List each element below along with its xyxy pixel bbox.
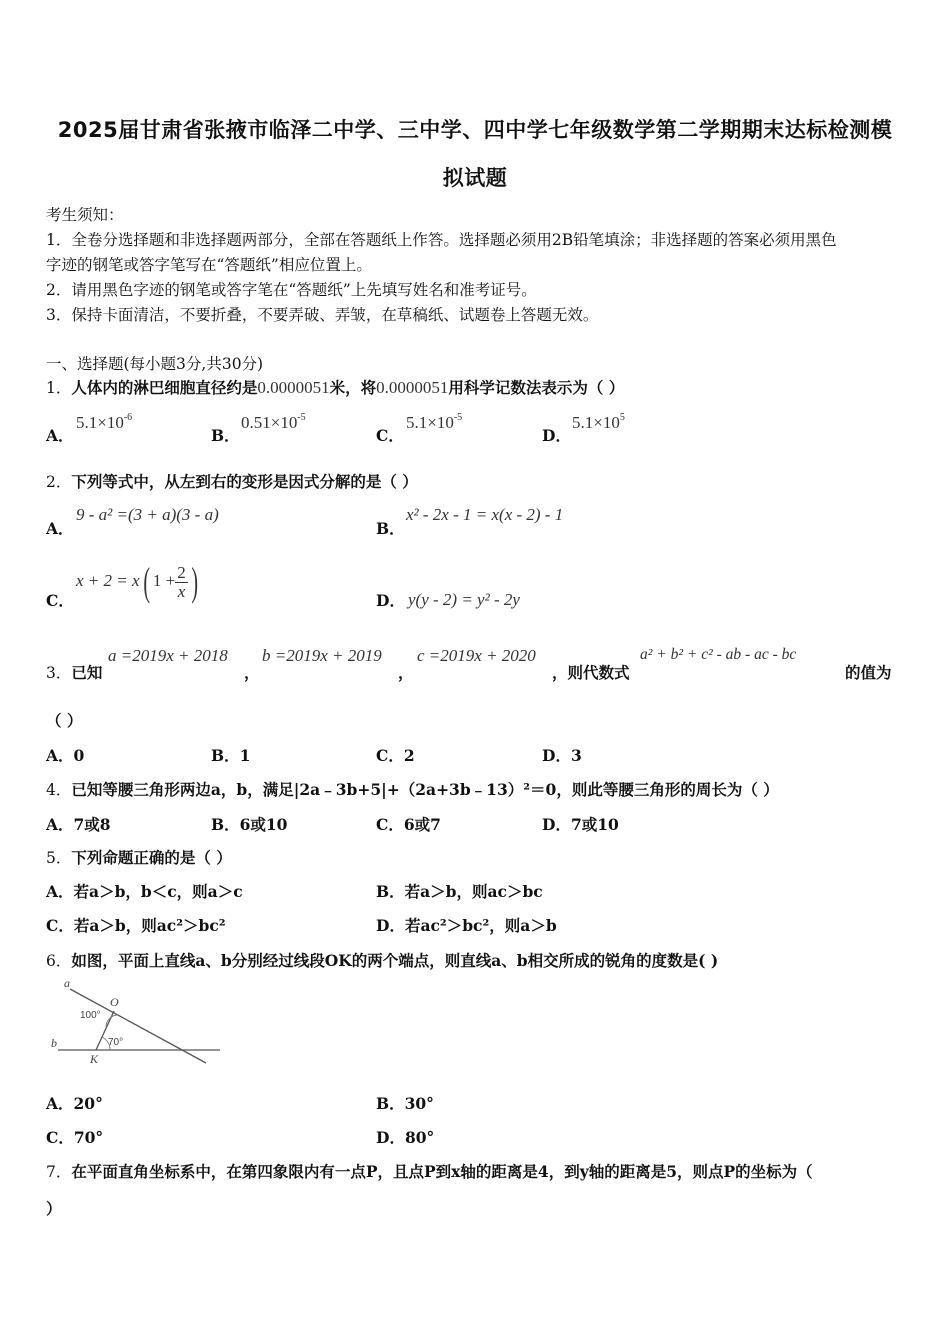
q3-text-c: 的值为 xyxy=(845,663,892,682)
q3-paren: （ ） xyxy=(46,711,83,730)
q5-option-c: C．若a＞b，则ac²＞bc² xyxy=(46,916,226,935)
q6-number: 6． xyxy=(46,952,72,970)
question-4 xyxy=(46,778,779,800)
question-7 xyxy=(46,1160,813,1182)
q7-text: 在平面直角坐标系中，在第四象限内有一点P，且点P到x轴的距离是4，到y轴的距离是5，则点P的坐标为（ xyxy=(71,1162,813,1181)
section-heading: 一、选择题(每小题3分,共30分) xyxy=(46,355,264,373)
notice-item-2: 2．请用黑色字迹的钢笔或答字笔在“答题纸”上先填写姓名和准考证号。 xyxy=(46,281,537,299)
q1-option-b-label: B． xyxy=(211,426,240,445)
q6-option-d: D．80° xyxy=(376,1128,435,1147)
q2-option-d: y(y - 2) = y² - 2y xyxy=(408,590,520,609)
q1-option-d: $5.1\times 10^5$ xyxy=(572,412,625,432)
label-a: a xyxy=(64,976,70,990)
question-5 xyxy=(46,846,232,868)
q1-option-b: $0.51\times 10^{-5}$ xyxy=(241,412,306,432)
angle-100-label: 100° xyxy=(80,1010,101,1021)
q6-text: 如图，平面上直线a、b分别经过线段OK的两个端点，则直线a、b相交所成的锐角的度数是( ) xyxy=(71,951,719,970)
q1-option-a-label: A． xyxy=(46,426,74,445)
q1-number: 1． xyxy=(46,379,72,397)
q5-text: 下列命题正确的是（ ） xyxy=(71,848,232,867)
q3-comma-2: ， xyxy=(398,663,414,682)
q1-text-c: 用科学记数法表示为（ ） xyxy=(448,378,625,397)
q3-eq-c: c =2019x + 2020 xyxy=(417,646,536,665)
q1-option-c: $5.1\times 10^{-5}$ xyxy=(406,412,463,432)
q6-figure xyxy=(46,975,226,1067)
q4-option-b: B．6或10 xyxy=(211,815,288,834)
q2-option-d-label: D． xyxy=(376,591,405,610)
q7-text-cont: ） xyxy=(46,1199,62,1218)
q2-option-b: x² - 2x - 1 = x(x - 2) - 1 xyxy=(406,505,564,524)
notice-item-3: 3．保持卡面清洁，不要折叠，不要弄破、弄皱，在草稿纸、试题卷上答题无效。 xyxy=(46,306,599,324)
q3-comma-1: ， xyxy=(244,663,260,682)
q2-option-c: x + 2 = x( 1 + $\frac{2}{x}$ ) xyxy=(76,559,198,604)
q3-eq-b: b =2019x + 2019 xyxy=(262,646,382,665)
question-2 xyxy=(46,470,418,492)
q2-number: 2． xyxy=(46,473,72,491)
q3-eq-a: a =2019x + 2018 xyxy=(108,646,228,665)
question-1 xyxy=(46,376,624,398)
label-b: b xyxy=(51,1036,57,1050)
q2-option-a-label: A． xyxy=(46,519,74,538)
q3-number: 3． xyxy=(46,664,72,682)
q1-option-d-label: D． xyxy=(542,426,571,445)
q1-value: 0.0000051 xyxy=(257,378,330,397)
q6-option-c: C．70° xyxy=(46,1128,104,1147)
notice-item-1: 1．全卷分选择题和非选择题两部分，全部在答题纸上作答。选择题必须用2B铅笔填涂；非选择题的答案必须用黑色 xyxy=(46,231,837,249)
q7-number: 7． xyxy=(46,1163,72,1181)
q3-expression: a² + b² + c² - ab - ac - bc xyxy=(640,646,797,663)
question-6 xyxy=(46,949,718,971)
q3-number-lead xyxy=(46,661,102,683)
page-title-line2: 拟试题 xyxy=(442,166,508,190)
q1-text-b: 米，将 xyxy=(329,378,377,397)
q4-option-a: A．7或8 xyxy=(46,815,111,834)
q5-option-a: A．若a＞b，b＜c，则a＞c xyxy=(46,882,243,901)
q3-option-c: C．2 xyxy=(376,746,415,765)
q3-option-a: A．0 xyxy=(46,746,85,765)
q5-option-b: B．若a＞b，则ac＞bc xyxy=(376,882,543,901)
page-title-line1: 2025届甘肃省张掖市临泽二中学、三中学、四中学七年级数学第二学期期末达标检测模 xyxy=(57,118,893,142)
notice-heading: 考生须知： xyxy=(46,206,124,224)
q5-option-d: D．若ac²＞bc²，则a＞b xyxy=(376,916,557,935)
q1-option-c-label: C． xyxy=(376,426,404,445)
q4-text: 已知等腰三角形两边a，b，满足|2a﹣3b+5|+（2a+3b﹣13）²＝0，则此等腰三角形的周长为（ ） xyxy=(71,780,779,799)
q6-option-a: A．20° xyxy=(46,1094,103,1113)
q3-option-d: D．3 xyxy=(542,746,582,765)
q3-option-b: B．1 xyxy=(211,746,251,765)
q4-option-c: C．6或7 xyxy=(376,815,441,834)
label-o: O xyxy=(110,995,119,1009)
q2-option-a: 9 - a² =(3 + a)(3 - a) xyxy=(76,505,219,524)
label-k: K xyxy=(90,1052,99,1066)
q4-option-d: D．7或10 xyxy=(542,815,619,834)
q2-text: 下列等式中，从左到右的变形是因式分解的是（ ） xyxy=(71,472,418,491)
q6-option-b: B．30° xyxy=(376,1094,434,1113)
q1-value-repeat: 0.0000051 xyxy=(376,378,449,397)
angle-70-label: 70° xyxy=(108,1037,124,1048)
q5-number: 5． xyxy=(46,849,72,867)
q3-text-a: 已知 xyxy=(71,663,103,682)
q1-option-a: $5.1\times 10^{-6}$ xyxy=(76,412,133,432)
q4-number: 4． xyxy=(46,781,72,799)
q1-text-a: 人体内的淋巴细胞直径约是 xyxy=(71,378,258,397)
q3-text-b: ，则代数式 xyxy=(552,663,630,682)
notice-item-1b: 字迹的钢笔或答字笔写在“答题纸”相应位置上。 xyxy=(46,256,372,274)
q2-option-b-label: B． xyxy=(376,519,405,538)
q2-option-c-label: C． xyxy=(46,591,74,610)
